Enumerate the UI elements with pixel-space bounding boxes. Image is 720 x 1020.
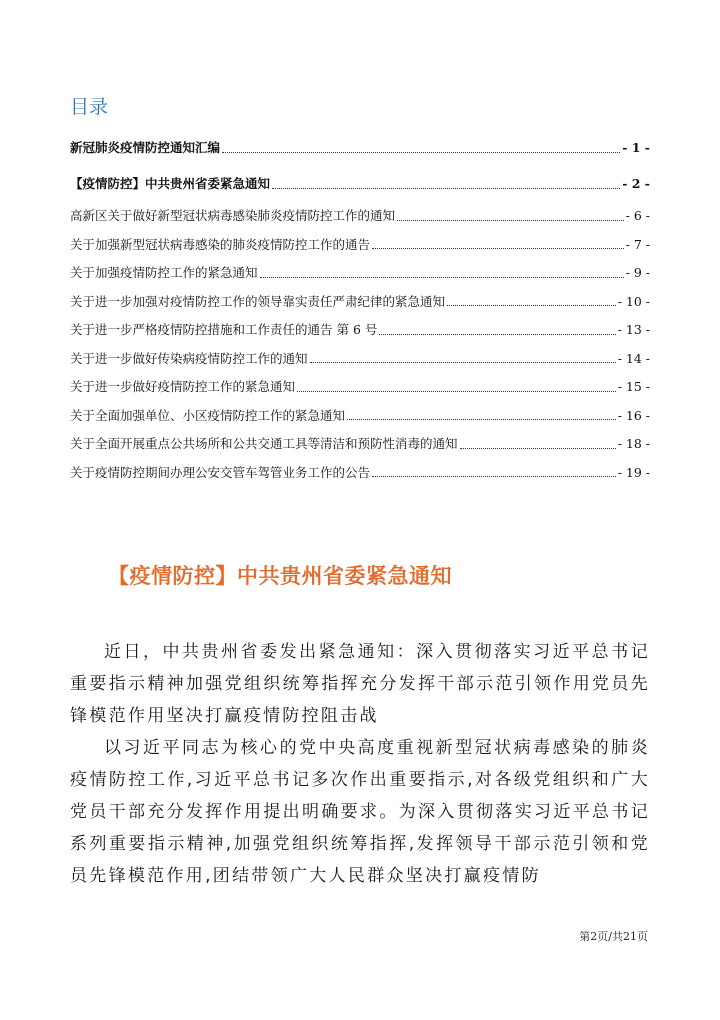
toc-entry-title: 关于进一步做好疫情防控工作的紧急通知 (70, 379, 296, 394)
toc-entry-title: 新冠肺炎疫情防控通知汇编 (70, 140, 221, 155)
toc-entry-title: 高新区关于做好新型冠状病毒感染肺炎疫情防控工作的通知 (70, 208, 396, 223)
toc-entry-page: - 2 - (622, 176, 650, 191)
toc-leader-dots (397, 220, 624, 221)
toc-entry-page: - 7 - (625, 236, 650, 252)
toc-entry[interactable] (70, 316, 650, 345)
toc-entry[interactable] (70, 345, 650, 374)
toc-entry[interactable] (70, 402, 650, 431)
toc-entry-page: - 16 - (617, 407, 650, 423)
toc-entry-title: 关于全面加强单位、小区疫情防控工作的紧急通知 (70, 407, 346, 423)
toc-entry-page: - 9 - (625, 265, 650, 280)
toc-leader-dots (272, 188, 620, 189)
toc-entry[interactable] (70, 259, 650, 288)
toc-entry[interactable] (70, 166, 650, 202)
toc-entry-page: - 19 - (617, 464, 650, 480)
toc-entry-page: - 13 - (617, 322, 650, 337)
toc-leader-dots (260, 277, 624, 278)
toc-entry-title: 关于进一步做好传染病疫情防控工作的通知 (70, 350, 308, 366)
toc-entry-title: 关于加强新型冠状病毒感染的肺炎疫情防控工作的通告 (70, 236, 371, 252)
toc-entry-page: - 18 - (617, 436, 650, 451)
toc-leader-dots (372, 476, 616, 477)
toc-leader-dots (310, 362, 616, 363)
toc-entry[interactable] (70, 373, 650, 402)
toc-leader-dots (347, 419, 616, 420)
toc-leader-dots (460, 448, 616, 449)
body-paragraph: 近日，中共贵州省委发出紧急通知：深入贯彻落实习近平总书记重要指示精神加强党组织统筹指挥充分发挥干部示范引领作用党员先锋模范作用坚决打赢疫情防控阻击战 (70, 642, 650, 726)
toc-leader-dots (379, 334, 615, 335)
toc-entry[interactable] (70, 288, 650, 317)
toc-entry-page: - 15 - (617, 379, 650, 394)
toc-leader-dots (297, 391, 616, 392)
toc-entry-title: 【疫情防控】中共贵州省委紧急通知 (70, 176, 271, 191)
toc-entry-title: 关于进一步加强对疫情防控工作的领导靠实责任严肃纪律的紧急通知 (70, 293, 446, 309)
toc-entry[interactable] (70, 231, 650, 260)
toc-heading: 目录 (70, 96, 109, 118)
toc-list (70, 130, 650, 487)
toc-entry-page: - 14 - (617, 350, 650, 366)
toc-leader-dots (447, 305, 616, 306)
toc-entry-title: 关于进一步严格疫情防控措施和工作责任的通告 第 6 号 (70, 322, 378, 337)
toc-entry[interactable] (70, 202, 650, 231)
toc-entry[interactable] (70, 459, 650, 488)
body-paragraph: 以习近平同志为核心的党中央高度重视新型冠状病毒感染的肺炎疫情防控工作,习近平总书记多次作出重要指示,对各级党组织和广大党员干部充分发挥作用提出明确要求。为深入贯彻落实习近平总书记系列重要指示精神,加强党组织统筹指挥,发挥领导干部示范引领和党员先锋模范作用,团结带领广大人民群众坚决打赢疫情防 (70, 738, 650, 886)
toc-entry-title: 关于全面开展重点公共场所和公共交通工具等清洁和预防性消毒的通知 (70, 436, 458, 451)
section-title: 【疫情防控】中共贵州省委紧急通知 (108, 564, 452, 588)
toc-leader-dots (372, 248, 624, 249)
toc-entry-page: - 10 - (617, 293, 650, 309)
toc-entry-title: 关于加强疫情防控工作的紧急通知 (70, 265, 258, 280)
page-number: 第2页/共21页 (579, 930, 648, 943)
toc-entry-page: - 6 - (625, 208, 650, 223)
toc-entry-title: 关于疫情防控期间办理公安交管车驾管业务工作的公告 (70, 464, 371, 480)
toc-leader-dots (222, 152, 620, 153)
toc-entry[interactable] (70, 430, 650, 459)
toc-entry-page: - 1 - (622, 140, 650, 155)
toc-entry[interactable] (70, 130, 650, 166)
body-text (70, 636, 650, 892)
